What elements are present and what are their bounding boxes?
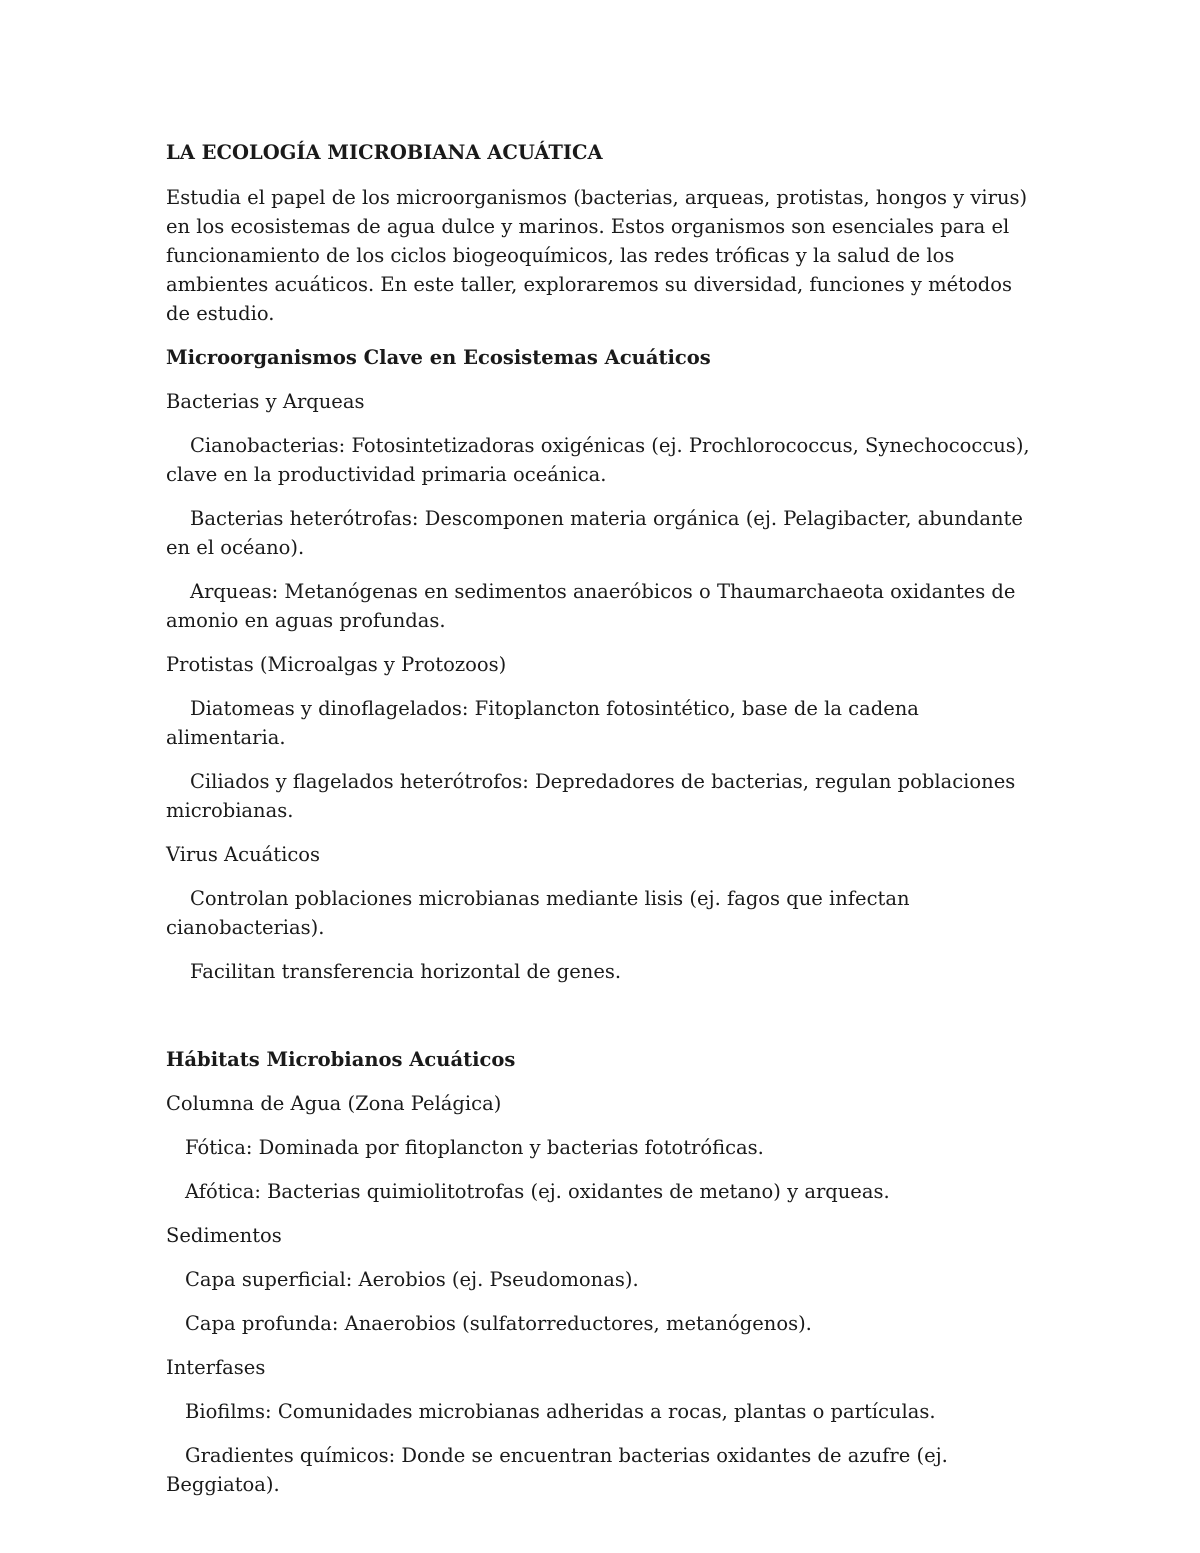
group-label-bacterias-arqueas: Bacterias y Arqueas bbox=[166, 390, 365, 413]
document-content bbox=[166, 138, 1036, 1514]
list-item bbox=[166, 504, 1036, 562]
intro-paragraph: Estudia el papel de los microorganismos (bacterias, arqueas, protistas, hongos y virus) en los ecosistemas de agua dulce y marinos. Estos organismos son esenciales para el funcionamiento de los ciclos biogeoquímicos, las redes tróficas y la salud de los ambientes acuáticos. En este taller, exploraremos su diversidad, funciones y métodos de estudio. bbox=[166, 186, 1028, 325]
group-label-protistas: Protistas (Microalgas y Protozoos) bbox=[166, 653, 507, 676]
list-item-text: Afótica: Bacterias quimiolitotrofas (ej. oxidantes de metano) y arqueas. bbox=[185, 1180, 890, 1203]
list-item bbox=[166, 1265, 1036, 1294]
list-item-text: Cianobacterias: Fotosintetizadoras oxigénicas (ej. Prochlorococcus, Synechococcus), clave en la productividad primaria oceánica. bbox=[166, 434, 1030, 486]
list-item bbox=[166, 1177, 1036, 1206]
list-item-text: Ciliados y flagelados heterótrofos: Depredadores de bacterias, regulan poblaciones microbianas. bbox=[166, 770, 1016, 822]
group-label-interfases: Interfases bbox=[166, 1356, 266, 1379]
list-item bbox=[166, 577, 1036, 635]
list-item bbox=[166, 694, 1036, 752]
list-item-text: Diatomeas y dinoflagelados: Fitoplancton fotosintético, base de la cadena alimentaria. bbox=[166, 697, 919, 749]
list-item-text: Bacterias heterótrofas: Descomponen materia orgánica (ej. Pelagibacter, abundante en el océano). bbox=[166, 507, 1023, 559]
list-item bbox=[166, 884, 1036, 942]
list-item bbox=[166, 1397, 1036, 1426]
list-item-text: Fótica: Dominada por fitoplancton y bacterias fototróficas. bbox=[185, 1136, 764, 1159]
list-item bbox=[166, 1309, 1036, 1338]
list-item bbox=[166, 767, 1036, 825]
section-heading-habitats: Hábitats Microbianos Acuáticos bbox=[166, 1048, 516, 1071]
list-item bbox=[166, 957, 1036, 986]
list-item-text: Capa superficial: Aerobios (ej. Pseudomonas). bbox=[185, 1268, 639, 1291]
list-item bbox=[166, 1133, 1036, 1162]
list-item bbox=[166, 1441, 1036, 1499]
list-item-text: Facilitan transferencia horizontal de genes. bbox=[190, 960, 622, 983]
list-item-text: Biofilms: Comunidades microbianas adheridas a rocas, plantas o partículas. bbox=[185, 1400, 936, 1423]
group-label-sedimentos: Sedimentos bbox=[166, 1224, 282, 1247]
list-item-text: Gradientes químicos: Donde se encuentran bacterias oxidantes de azufre (ej. Beggiatoa). bbox=[166, 1444, 948, 1496]
list-item-text: Arqueas: Metanógenas en sedimentos anaeróbicos o Thaumarchaeota oxidantes de amonio en aguas profundas. bbox=[166, 580, 1016, 632]
section-heading-microorganisms: Microorganismos Clave en Ecosistemas Acuáticos bbox=[166, 346, 711, 369]
list-item-text: Capa profunda: Anaerobios (sulfatorreductores, metanógenos). bbox=[185, 1312, 812, 1335]
section-spacer bbox=[166, 1001, 1036, 1045]
group-label-columna-agua: Columna de Agua (Zona Pelágica) bbox=[166, 1092, 502, 1115]
list-item-text: Controlan poblaciones microbianas mediante lisis (ej. fagos que infectan cianobacterias). bbox=[166, 887, 910, 939]
list-item bbox=[166, 431, 1036, 489]
group-label-virus: Virus Acuáticos bbox=[166, 843, 320, 866]
document-title: LA ECOLOGÍA MICROBIANA ACUÁTICA bbox=[166, 141, 603, 164]
